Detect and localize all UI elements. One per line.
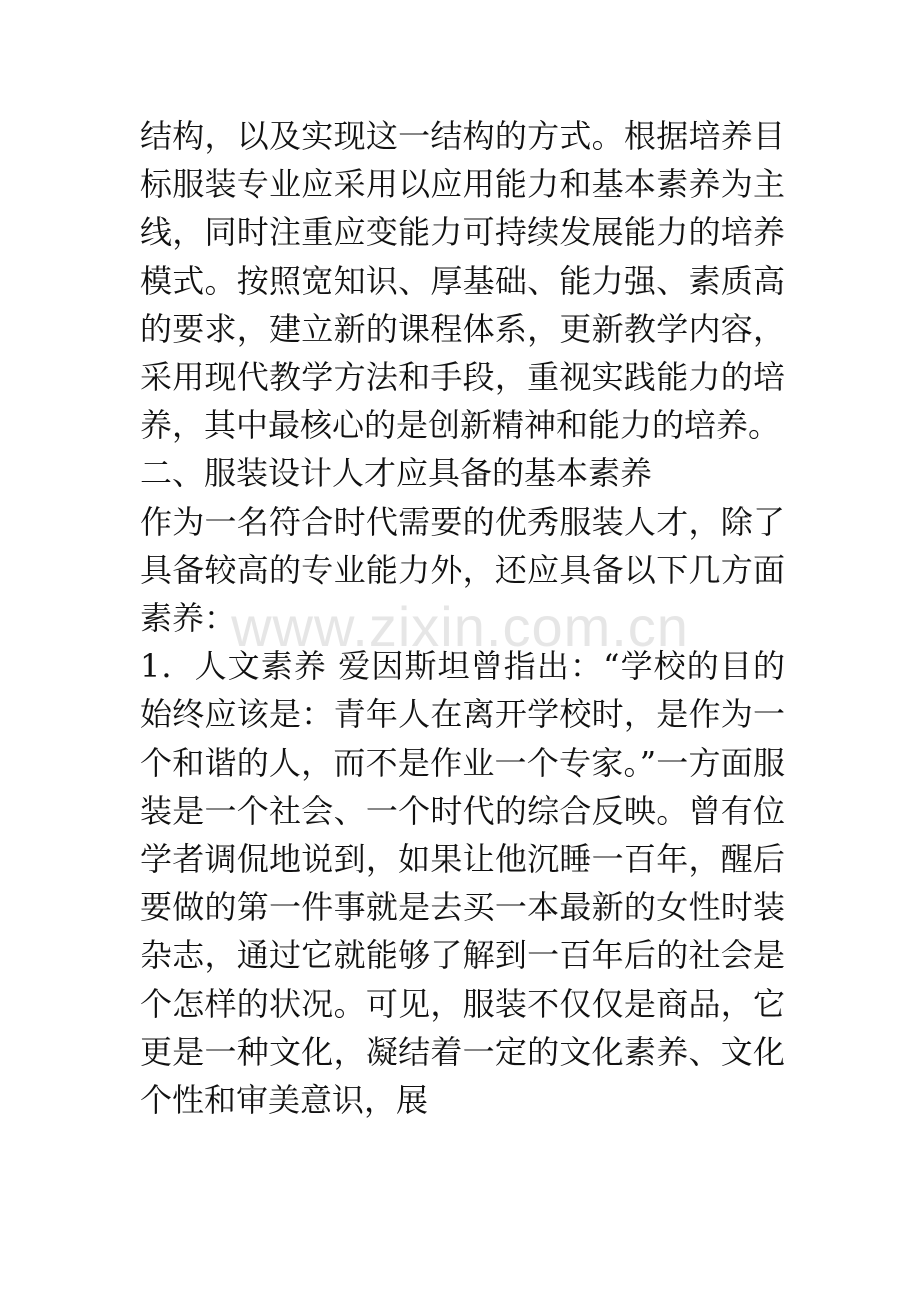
watermark: www.zixin.com.cn	[231, 595, 689, 658]
section-heading: 二、服装设计人才应具备的基本素养	[140, 454, 653, 493]
paragraph-humanities: 1．人文素养 爱因斯坦曾指出：“学校的目的始终应该是：青年人在离开学校时，是作为一个和谐的人，而不是作业一个专家。”一方面服装是一个社会、一个时代的综合反映。曾有位学者调侃地说到，如果让他沉睡一百年，醒后要做的第一件事就是去买一本最新的女性时装杂志，通过它就能够了解到一百年后的社会是个怎样的状况。可见，服装不仅仅是商品，它更是一种文化，凝结着一定的文化素养、文化个性和审美意识，展	[140, 647, 785, 1120]
document-body	[140, 112, 785, 1124]
paragraph-intro-qualities: 作为一名符合时代需要的优秀服装人才，除了具备较高的专业能力外，还应具备以下几方面素养：	[140, 502, 785, 638]
paragraph-training-model: 结构，以及实现这一结构的方式。根据培养目标服装专业应采用以应用能力和基本素养为主线，同时注重应变能力可持续发展能力的培养模式。按照宽知识、厚基础、能力强、素质高的要求，建立新的课程体系，更新教学内容，采用现代教学方法和手段，重视实践能力的培养，其中最核心的是创新精神和能力的培养。	[140, 117, 785, 445]
